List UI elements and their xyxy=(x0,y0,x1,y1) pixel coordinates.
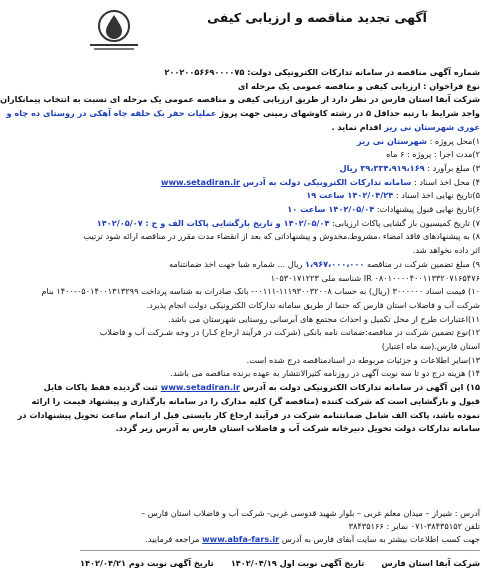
item-13: ۱۳)سایر اطلاعات و جزئیات مربوطه در اسنادمناقصه درج شده است. xyxy=(246,354,480,365)
item-10: ۱۰) قیمت اسناد ۳۰۰۰۰۰۰ (ریال) به حساب ۱۱۱۹۳۰۰۳۲۰۰۸-۰۰۱۱۱- بانک صادرات به شناسه پرداخت ۰۵۰۱۴۰۰۱۳۱۳۲۹۹-۱۴۰۰ بنام xyxy=(41,286,480,297)
item-6: ۶)تاریخ نهایی قبول پیشنهادات: ۱۴۰۲/۰۵/۰۴ ساعت ۱۰ xyxy=(287,204,480,215)
item-7: ۷) تاریخ کمیسیون باز گشایی پاکات ارزیابی: ۱۴۰۲/۰۵/۰۴ و تاریخ بازگشایی پاکات الف و ج : ۱۴۰۲/۰۵/۰۷ xyxy=(96,217,480,228)
item-5: ۵)تاریخ نهایی اخذ اسناد : ۱۴۰۲/۰۴/۲۴ ساعت ۱۹ xyxy=(306,190,480,201)
page-title: آگهی تجدید مناقصه و ارزیابی کیفی xyxy=(207,10,427,25)
intro-line-3: غوری شهرستان نی ریز اقدام نماید . xyxy=(331,121,480,132)
item-9-iban: IR ۰۸۰۱۰۰۰۰۴۰۰۱۱۳۳۲۰۷۱۶۵۴۷۶ شناسه ملی ۱۰۵۳۰۱۷۱۲۲۳ xyxy=(270,272,480,283)
info-site-line: جهت کسب اطلاعات بیشتر به سایت آبفای فارس به آدرس www.abfa-fars.ir مراجعه فرمایید. xyxy=(145,534,480,544)
item-3: ۳) مبلغ برآورد : ۳۹،۳۳۴،۹۱۹،۱۶۹ ریال xyxy=(339,162,480,173)
footer-dates xyxy=(80,557,480,570)
item-1: ۱)محل پروژه : شهرستان نی ریز xyxy=(357,135,480,146)
item-15-line-3: نموده باشد، پاکت الف شامل ضمانتنامه شرکت در فرآیند ارجاع کار بایستی قبل از اتمام ساعت تحویل پیشنهادات در xyxy=(17,409,480,420)
phone: تلفن ۳۸۴۳۵۱۵۲-۰۷۱ نمابر : ۳۸۴۳۵۱۶۶ xyxy=(348,521,480,531)
item-12-cont: استان فارس.(سه ماه اعتبار) xyxy=(381,341,480,352)
item-10-cont: شرکت آب و فاضلاب استان فارس که حتما از طریق سامانه تدارکات الکترونیکی دولت انجام پذیرد. xyxy=(146,299,480,310)
abfa-link[interactable]: www.abfa-fars.ir xyxy=(202,534,280,544)
item-12: ۱۲)نوع تضمین شرکت در مناقصه:ضمانت نامه بانکی (شرکت در فرآیند ارجاع کـار) در وجه شـرکت آب و فاضلاب xyxy=(99,327,480,338)
item-8-cont: اثر داده نخواهد شد. xyxy=(412,245,480,256)
item-4: ۴) محل اخذ اسناد : سامانه تدارکات الکترونیکی دولت به آدرس www.setadiran.ir xyxy=(160,176,480,187)
call-type-line: نوع فراخوان : ارزیابی کیفی و مناقصه عمومی یک مرحله ای xyxy=(237,80,480,91)
notice-footer xyxy=(80,507,480,570)
item-15-line-2: قبول و بازگشایی است که شرکت کننده (مناقصه گر) کلیه مدارک را در سامانه بارگذاری و پیشنهاد قیمت را ارائه xyxy=(31,395,480,406)
item-9: ۹) مبلغ تضمین شرکت در مناقصه ۱،۹۶۷،۰۰۰،۰۰۰ ریال ... شماره شبا جهت اخذ ضمانتنامه xyxy=(169,258,480,269)
tender-number-line: شماره آگهی مناقصه در سامانه تدارکات الکترونیکی دولت: ۲۰۰۲۰۰۵۶۶۹۰۰۰۰۷۵ xyxy=(164,67,480,77)
item-11: ۱۱)اعتبارات طرح از محل تکمیل و احداث مجتمع های آبرسانی روستایی شهرستان می باشد. xyxy=(167,313,480,324)
setad-link-2[interactable]: www.setadiran.ir xyxy=(160,382,240,393)
second-ad-date: تاریخ آگهی نوبت دوم ۱۴۰۲/۰۴/۲۱ xyxy=(80,558,214,568)
setad-link[interactable]: www.setadiran.ir xyxy=(160,176,241,187)
item-15: ۱۵) این آگهی در سامانه تدارکات الکترونیکی دولت به آدرس www.setadiran.ir ثبت گردیده فقط پاکات فایل xyxy=(43,382,480,393)
item-14: ۱۴) هزینه درج دو تا سه نوبت آگهی در روزنامه کثیرالانتشار به عهده برنده مناقصه می باشد. xyxy=(170,368,480,379)
tender-number: ۲۰۰۲۰۰۵۶۶۹۰۰۰۰۷۵ xyxy=(164,67,245,77)
item-8: ۸) به پیشنهادهای فاقد امضاء ،مشروط،مخدوش و پیشنهاداتی که بعد از انقضاء مدت مقرر در مناقصه ارائه شود ترتیب xyxy=(83,231,480,242)
intro-line-2: واجد شرایط با رتبه حداقل ۵ در رشته کاوشهای زمینی جهت پروژ عملیات حفر یک حلقه چاه آهکی در روستای ده چاه و xyxy=(6,108,480,119)
company-logo xyxy=(84,6,144,54)
notice-body xyxy=(0,66,480,436)
address: آدرس : شیراز – میدان معلم غربی – بلوار شهید قدوسی غربی- شرکت آب و فاضلاب استان فارس – xyxy=(141,508,480,518)
footer-company: شرکت آبفا استان فارس xyxy=(381,558,480,568)
item-2: ۲)مدت اجرا : پروژه : ۶ ماه xyxy=(386,149,480,160)
footer-divider xyxy=(80,550,480,551)
first-ad-date: تاریخ آگهی نوبت اول ۱۴۰۲/۰۴/۱۹ xyxy=(230,558,365,568)
item-15-line-4: سامانه تدارکات دولت تحویل دبیرخانه شرکت آب و فاضلاب استان فارس به آدرس زیر گردد. xyxy=(115,423,480,434)
intro-line-1: شرکت آبفا استان فارس در نظر دارد از طریق ارزیابی کیفی و مناقصه عمومی یک مرحله ای نسبت به انتخاب پیمانکاران xyxy=(0,94,480,105)
